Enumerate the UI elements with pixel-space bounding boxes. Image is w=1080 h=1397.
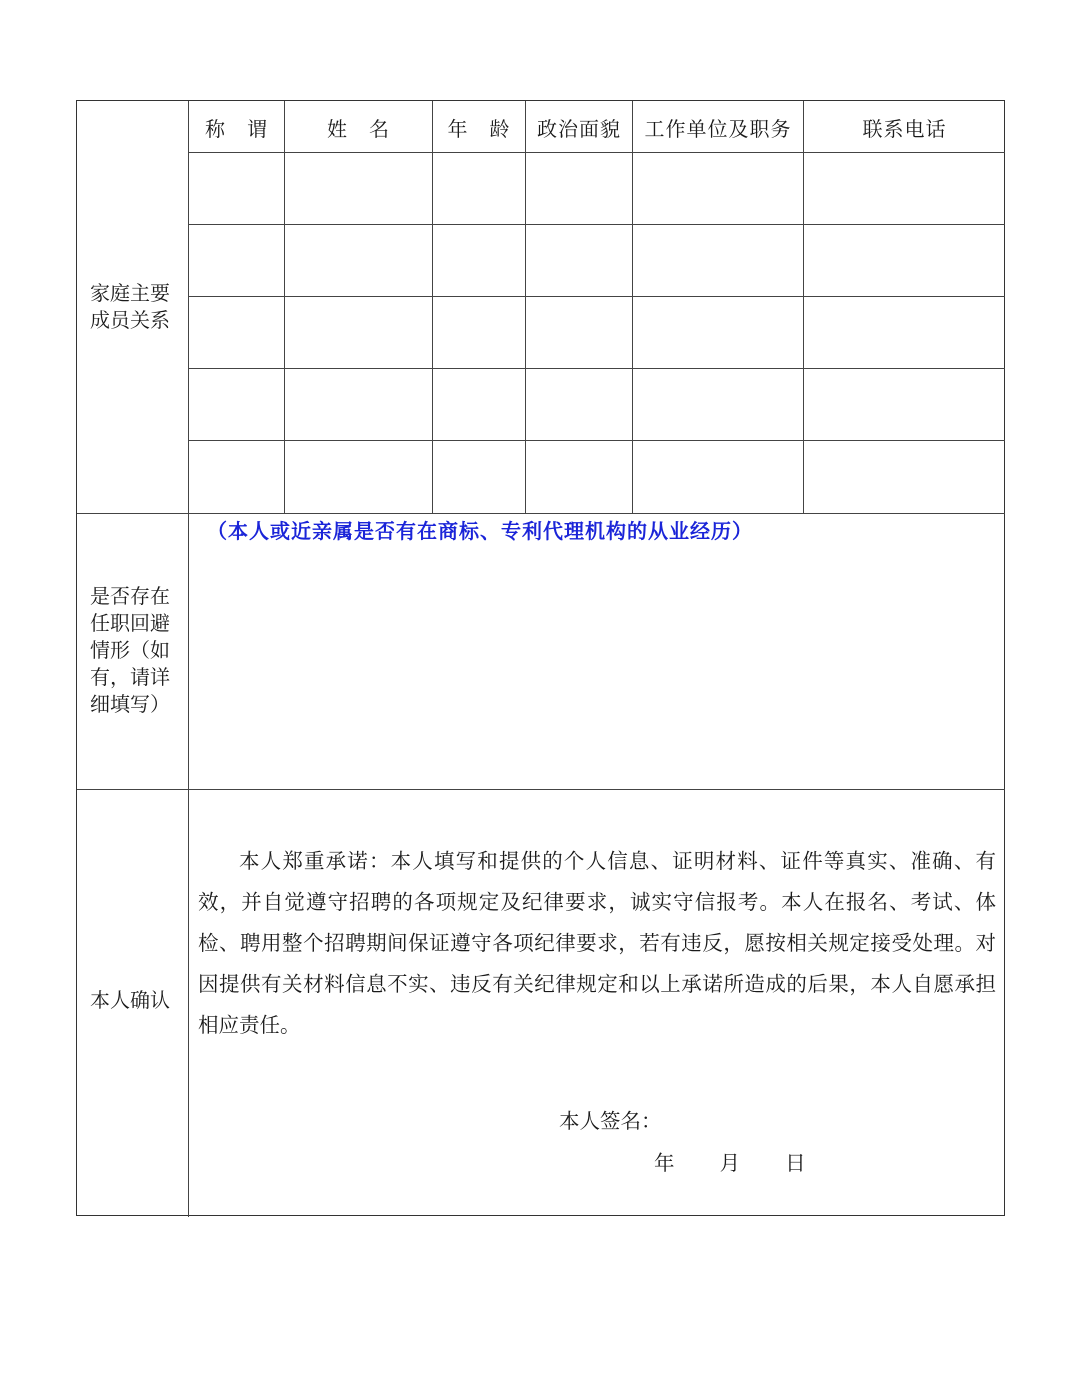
family-member-cell[interactable] [189,297,284,368]
column-header-phone: 联系电话 [862,116,947,141]
pledge-text: 本人郑重承诺：本人填写和提供的个人信息、证明材料、证件等真实、准确、有效，并自觉遵守招聘的各项规定及纪律要求，诚实守信报考。本人在报名、考试、体检、聘用整个招聘期间保证遵守各项纪律要求，若有违反，愿按相关规定接受处理。对因提供有关材料信息不实、违反有关纪律规定和以上承诺所造成的后果，本人自愿承担相应责任。 [198,849,996,1037]
registration-form-table [76,100,1005,1216]
family-member-cell[interactable] [433,369,525,440]
column-header-title: 称 谓 [205,116,268,141]
family-member-cell[interactable] [804,225,1005,296]
signature-date [654,1146,806,1176]
avoidance-input-area[interactable] [189,514,1005,789]
family-member-cell[interactable] [526,369,632,440]
family-member-cell[interactable] [285,369,432,440]
family-member-cell[interactable] [433,153,525,224]
family-member-cell[interactable] [189,225,284,296]
family-member-cell[interactable] [526,225,632,296]
signature-label: 本人签名： [559,1109,662,1133]
date-year-label: 年 [654,1151,675,1175]
family-member-cell[interactable] [526,297,632,368]
column-header-name: 姓 名 [327,116,390,141]
family-member-cell[interactable] [633,225,803,296]
column-header-age: 年 龄 [447,116,511,141]
family-member-cell[interactable] [189,153,284,224]
family-member-cell[interactable] [433,225,525,296]
date-day-label: 日 [785,1151,806,1175]
family-member-cell[interactable] [285,441,432,512]
family-member-cell[interactable] [633,153,803,224]
family-member-cell[interactable] [804,153,1005,224]
family-member-cell[interactable] [633,369,803,440]
date-month-label: 月 [719,1151,741,1175]
family-member-cell[interactable] [804,441,1005,512]
family-member-cell[interactable] [633,297,803,368]
family-member-cell[interactable] [804,369,1005,440]
family-member-cell[interactable] [285,297,432,368]
family-member-cell[interactable] [633,441,803,512]
confirmation-section-label: 本人确认 [90,988,170,1012]
family-member-cell[interactable] [526,441,632,512]
family-member-cell[interactable] [804,297,1005,368]
family-section-label: 家庭主要成员关系 [90,281,170,332]
family-member-cell[interactable] [433,297,525,368]
family-member-cell[interactable] [526,153,632,224]
section-divider [77,789,1005,790]
family-member-cell[interactable] [285,153,432,224]
family-member-cell[interactable] [189,369,284,440]
avoidance-hint-text: （本人或近亲属是否有在商标、专利代理机构的从业经历） [207,519,753,543]
column-header-political-status: 政治面貌 [537,116,621,141]
family-member-cell[interactable] [433,441,525,512]
family-member-cell[interactable] [285,225,432,296]
family-member-cell[interactable] [189,441,284,512]
avoidance-section-label: 是否存在任职回避情形（如有，请详细填写） [90,584,170,716]
column-header-employer-position: 工作单位及职务 [644,116,792,141]
